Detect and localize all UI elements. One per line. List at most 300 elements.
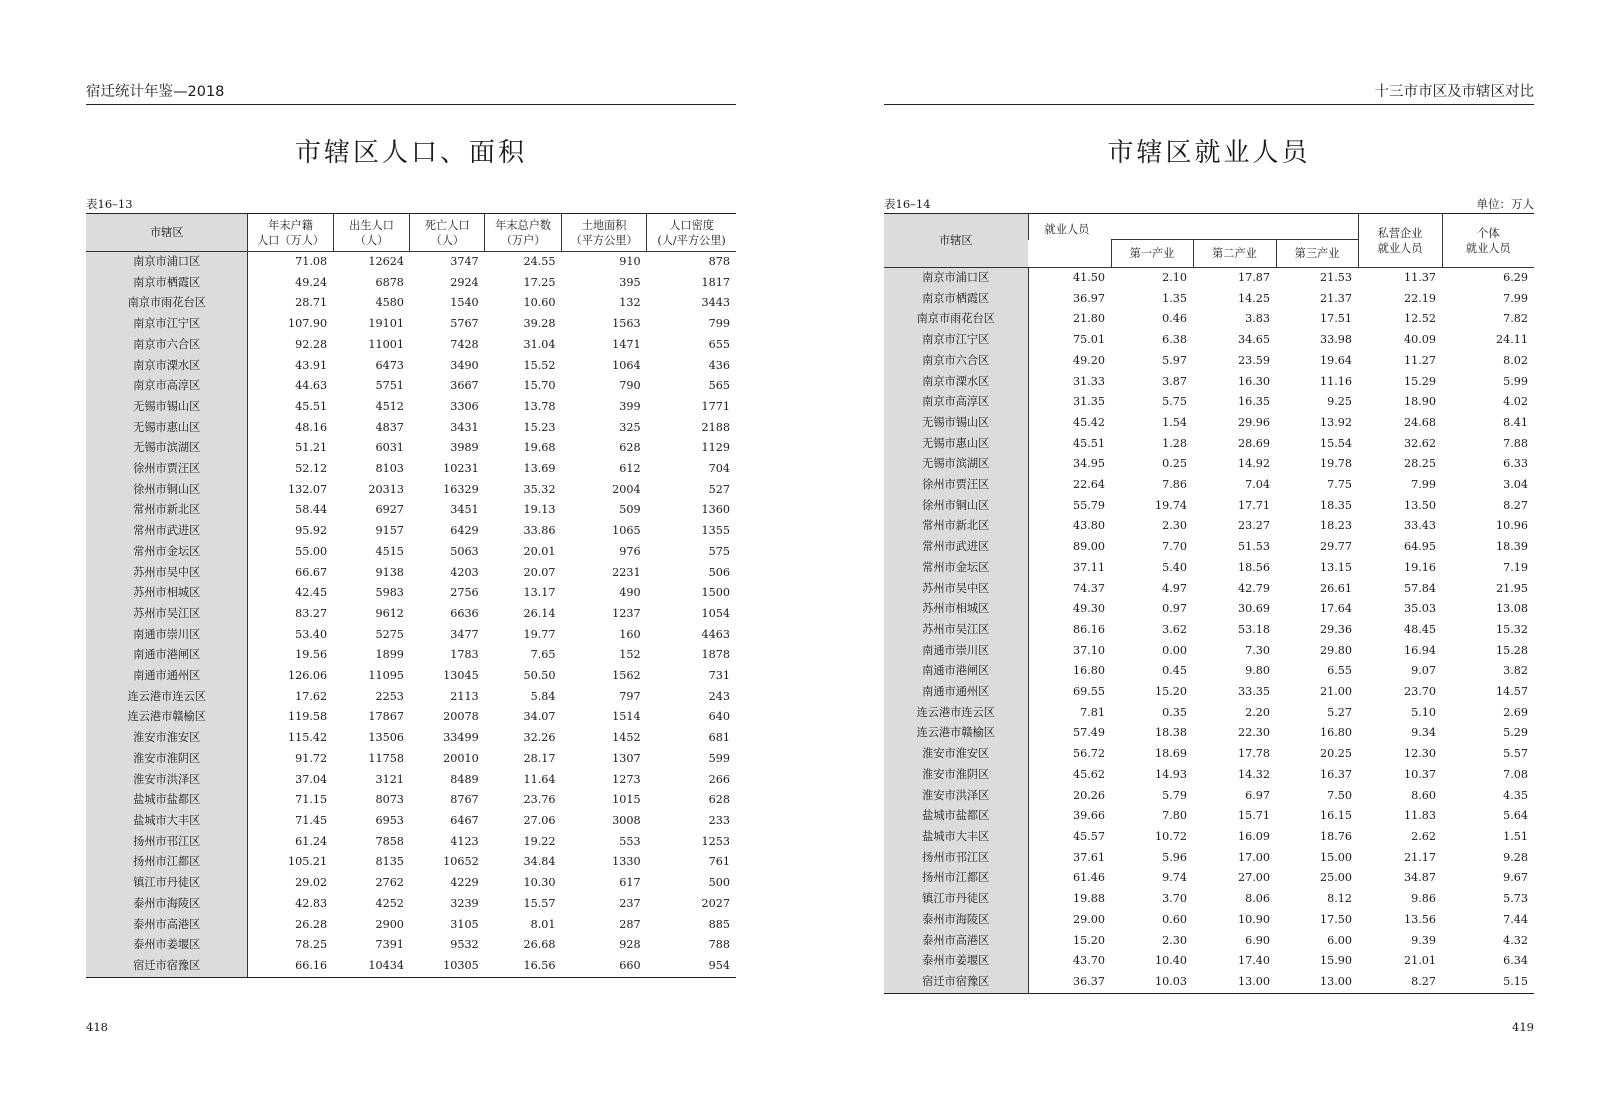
value-cell: 15.23 bbox=[523, 420, 556, 434]
table-row bbox=[884, 434, 1534, 455]
region-cell: 苏州市相城区 bbox=[86, 583, 248, 604]
value-cell: 16.94 bbox=[1403, 643, 1437, 657]
region-cell: 宿迁市宿豫区 bbox=[86, 956, 248, 977]
value-cell: 19.22 bbox=[523, 834, 556, 848]
region-cell: 泰州市高港区 bbox=[884, 931, 1028, 952]
value-cell: 16.30 bbox=[1237, 374, 1270, 388]
value-cell: 1452 bbox=[612, 731, 641, 745]
value-cell: 52.12 bbox=[295, 462, 328, 476]
value-cell: 37.61 bbox=[1072, 850, 1105, 864]
value-cell: 19.64 bbox=[1319, 353, 1353, 367]
value-cell: 57.84 bbox=[1403, 581, 1437, 595]
value-cell: 5.99 bbox=[1503, 374, 1529, 388]
value-cell: 7428 bbox=[450, 337, 479, 351]
value-cell: 18.76 bbox=[1319, 829, 1353, 843]
value-cell: 36.97 bbox=[1072, 291, 1105, 305]
value-cell: 1064 bbox=[612, 358, 641, 372]
value-cell: 233 bbox=[708, 813, 730, 827]
value-cell: 5.97 bbox=[1162, 353, 1187, 367]
value-cell: 790 bbox=[619, 379, 641, 393]
value-cell: 8103 bbox=[375, 462, 404, 476]
region-cell: 泰州市姜堰区 bbox=[86, 935, 248, 956]
table-row bbox=[884, 392, 1534, 413]
value-cell: 20.01 bbox=[523, 544, 556, 558]
value-cell: 799 bbox=[708, 317, 730, 331]
value-cell: 41.50 bbox=[1072, 271, 1105, 284]
value-cell: 9612 bbox=[375, 606, 404, 620]
value-cell: 599 bbox=[708, 751, 730, 765]
region-cell: 南京市溧水区 bbox=[884, 372, 1028, 393]
table-row bbox=[86, 293, 736, 314]
table-row bbox=[884, 972, 1534, 993]
value-cell: 35.32 bbox=[523, 482, 556, 496]
region-cell: 无锡市锡山区 bbox=[86, 397, 248, 418]
value-cell: 34.65 bbox=[1237, 333, 1270, 347]
value-cell: 11.16 bbox=[1319, 374, 1353, 388]
value-cell: 681 bbox=[708, 731, 730, 745]
value-cell: 26.68 bbox=[523, 938, 556, 952]
value-cell: 628 bbox=[708, 793, 730, 807]
value-cell: 71.15 bbox=[295, 793, 328, 807]
value-cell: 17867 bbox=[368, 710, 404, 724]
value-cell: 7.65 bbox=[530, 648, 556, 662]
table-row bbox=[884, 289, 1534, 310]
value-cell: 28.17 bbox=[523, 751, 556, 765]
value-cell: 33.35 bbox=[1237, 685, 1270, 699]
value-cell: 21.37 bbox=[1319, 291, 1353, 305]
value-cell: 17.62 bbox=[295, 689, 328, 703]
value-cell: 1355 bbox=[701, 524, 730, 538]
value-cell: 6.33 bbox=[1503, 457, 1529, 471]
region-cell: 连云港市连云区 bbox=[86, 687, 248, 708]
value-cell: 7.99 bbox=[1411, 478, 1437, 492]
value-cell: 5275 bbox=[375, 627, 404, 641]
value-cell: 31.35 bbox=[1072, 395, 1105, 409]
region-cell: 淮安市洪泽区 bbox=[86, 770, 248, 791]
value-cell: 45.51 bbox=[295, 399, 328, 413]
table-row bbox=[86, 480, 736, 501]
value-cell: 0.97 bbox=[1162, 602, 1187, 616]
value-cell: 506 bbox=[708, 565, 730, 579]
value-cell: 2756 bbox=[450, 586, 479, 600]
value-cell: 3008 bbox=[612, 813, 641, 827]
value-cell: 7.04 bbox=[1245, 478, 1270, 492]
table-row bbox=[86, 521, 736, 542]
table-number: 表16–14 bbox=[884, 197, 931, 211]
value-cell: 105.21 bbox=[287, 855, 328, 869]
table-row bbox=[86, 852, 736, 873]
value-cell: 4.97 bbox=[1162, 581, 1187, 595]
value-cell: 83.27 bbox=[295, 606, 328, 620]
table-row bbox=[86, 625, 736, 646]
value-cell: 75.01 bbox=[1072, 333, 1105, 347]
table-row bbox=[884, 558, 1534, 579]
value-cell: 6927 bbox=[375, 503, 404, 517]
table-row bbox=[884, 516, 1534, 537]
value-cell: 25.00 bbox=[1319, 871, 1353, 885]
value-cell: 20078 bbox=[443, 710, 479, 724]
table-row bbox=[86, 252, 736, 273]
value-cell: 266 bbox=[708, 772, 730, 786]
value-cell: 7.44 bbox=[1503, 912, 1529, 926]
column-header: 年末总户数 （万户） bbox=[485, 214, 562, 252]
value-cell: 115.42 bbox=[287, 731, 328, 745]
region-cell: 南京市高淳区 bbox=[86, 376, 248, 397]
value-cell: 4.32 bbox=[1503, 933, 1529, 947]
value-cell: 21.80 bbox=[1072, 312, 1105, 326]
value-cell: 15.20 bbox=[1154, 685, 1187, 699]
header-secondary: 第二产业 bbox=[1193, 240, 1276, 268]
value-cell: 69.55 bbox=[1072, 685, 1105, 699]
table-row bbox=[884, 330, 1534, 351]
region-cell: 南京市雨花台区 bbox=[86, 293, 248, 314]
value-cell: 27.06 bbox=[523, 813, 556, 827]
table-row bbox=[884, 641, 1534, 662]
value-cell: 4.35 bbox=[1503, 788, 1529, 802]
value-cell: 43.80 bbox=[1072, 519, 1105, 533]
value-cell: 395 bbox=[619, 275, 641, 289]
value-cell: 910 bbox=[619, 255, 641, 268]
value-cell: 5.15 bbox=[1442, 972, 1534, 993]
table-row bbox=[86, 873, 736, 894]
value-cell: 9.74 bbox=[1162, 871, 1187, 885]
region-cell: 苏州市吴江区 bbox=[884, 620, 1028, 641]
value-cell: 43.91 bbox=[295, 358, 328, 372]
value-cell: 617 bbox=[619, 876, 641, 890]
value-cell: 3431 bbox=[450, 420, 479, 434]
value-cell: 3443 bbox=[701, 296, 730, 310]
value-cell: 1817 bbox=[701, 275, 730, 289]
value-cell: 287 bbox=[619, 917, 641, 931]
value-cell: 22.30 bbox=[1237, 726, 1270, 740]
value-cell: 8.06 bbox=[1245, 892, 1270, 906]
value-cell: 10305 bbox=[410, 956, 485, 977]
value-cell: 1065 bbox=[612, 524, 641, 538]
value-cell: 11001 bbox=[368, 337, 404, 351]
value-cell: 3490 bbox=[450, 358, 479, 372]
region-cell: 常州市金坛区 bbox=[86, 542, 248, 563]
value-cell: 20010 bbox=[443, 751, 479, 765]
value-cell: 16.35 bbox=[1237, 395, 1270, 409]
value-cell: 19.88 bbox=[1072, 892, 1105, 906]
value-cell: 5.29 bbox=[1503, 726, 1529, 740]
value-cell: 14.57 bbox=[1495, 685, 1529, 699]
region-cell: 无锡市滨湖区 bbox=[86, 438, 248, 459]
value-cell: 1.54 bbox=[1162, 415, 1187, 429]
page-title: 市辖区人口、面积 bbox=[294, 138, 527, 168]
region-cell: 南通市通州区 bbox=[884, 682, 1028, 703]
value-cell: 23.70 bbox=[1403, 685, 1437, 699]
value-cell: 1.35 bbox=[1162, 291, 1187, 305]
value-cell: 19.78 bbox=[1319, 457, 1353, 471]
value-cell: 26.14 bbox=[523, 606, 556, 620]
value-cell: 9138 bbox=[375, 565, 404, 579]
value-cell: 49.30 bbox=[1072, 602, 1105, 616]
value-cell: 23.59 bbox=[1237, 353, 1270, 367]
value-cell: 7.82 bbox=[1503, 312, 1529, 326]
value-cell: 53.40 bbox=[295, 627, 328, 641]
region-cell: 连云港市连云区 bbox=[884, 703, 1028, 724]
value-cell: 132 bbox=[619, 296, 641, 310]
value-cell: 64.95 bbox=[1403, 540, 1437, 554]
value-cell: 21.17 bbox=[1403, 850, 1437, 864]
value-cell: 575 bbox=[708, 544, 730, 558]
value-cell: 19.56 bbox=[295, 648, 328, 662]
column-header: 出生人口 （人） bbox=[333, 214, 410, 252]
region-cell: 扬州市江都区 bbox=[884, 868, 1028, 889]
value-cell: 5.75 bbox=[1162, 395, 1187, 409]
value-cell: 10.90 bbox=[1237, 912, 1270, 926]
value-cell: 8.02 bbox=[1503, 353, 1529, 367]
region-cell: 苏州市吴中区 bbox=[86, 563, 248, 584]
table-row bbox=[884, 806, 1534, 827]
value-cell: 13.00 bbox=[1276, 972, 1358, 993]
value-cell: 37.11 bbox=[1072, 560, 1105, 574]
value-cell: 655 bbox=[708, 337, 730, 351]
table-row bbox=[884, 910, 1534, 931]
value-cell: 7.81 bbox=[1080, 705, 1105, 719]
region-cell: 南京市江宁区 bbox=[86, 314, 248, 335]
region-cell: 无锡市惠山区 bbox=[884, 434, 1028, 455]
value-cell: 11.37 bbox=[1403, 271, 1437, 284]
value-cell: 640 bbox=[708, 710, 730, 724]
value-cell: 20.25 bbox=[1319, 747, 1353, 761]
table-row bbox=[884, 765, 1534, 786]
value-cell: 1330 bbox=[612, 855, 641, 869]
value-cell: 19.68 bbox=[523, 441, 556, 455]
header-region: 市辖区 bbox=[86, 214, 248, 252]
region-cell: 南京市溧水区 bbox=[86, 356, 248, 377]
region-cell: 苏州市吴中区 bbox=[884, 579, 1028, 600]
value-cell: 797 bbox=[619, 689, 641, 703]
table-row bbox=[86, 666, 736, 687]
region-cell: 南通市港闸区 bbox=[86, 645, 248, 666]
region-cell: 宿迁市宿豫区 bbox=[884, 972, 1028, 993]
table-row bbox=[86, 314, 736, 335]
value-cell: 3.62 bbox=[1162, 622, 1187, 636]
value-cell: 490 bbox=[619, 586, 641, 600]
value-cell: 7.70 bbox=[1162, 540, 1187, 554]
region-cell: 盐城市盐都区 bbox=[86, 790, 248, 811]
value-cell: 18.39 bbox=[1495, 540, 1529, 554]
value-cell: 3477 bbox=[450, 627, 479, 641]
value-cell: 6.90 bbox=[1245, 933, 1270, 947]
region-cell: 南通市崇川区 bbox=[884, 641, 1028, 662]
value-cell: 9.34 bbox=[1411, 726, 1437, 740]
value-cell: 6.97 bbox=[1245, 788, 1270, 802]
value-cell: 928 bbox=[619, 938, 641, 952]
value-cell: 885 bbox=[708, 917, 730, 931]
value-cell: 6878 bbox=[375, 275, 404, 289]
region-cell: 南京市六合区 bbox=[86, 335, 248, 356]
value-cell: 40.09 bbox=[1403, 333, 1437, 347]
page-number: 419 bbox=[1512, 1020, 1534, 1034]
value-cell: 89.00 bbox=[1072, 540, 1105, 554]
value-cell: 7.30 bbox=[1245, 643, 1270, 657]
value-cell: 17.64 bbox=[1319, 602, 1353, 616]
value-cell: 5.40 bbox=[1162, 560, 1187, 574]
region-cell: 扬州市邗江区 bbox=[884, 848, 1028, 869]
value-cell: 91.72 bbox=[295, 751, 328, 765]
value-cell: 20.07 bbox=[523, 565, 556, 579]
region-cell: 连云港市赣榆区 bbox=[884, 723, 1028, 744]
value-cell: 0.46 bbox=[1162, 312, 1187, 326]
region-cell: 泰州市高港区 bbox=[86, 915, 248, 936]
value-cell: 1273 bbox=[612, 772, 641, 786]
value-cell: 2188 bbox=[701, 420, 730, 434]
value-cell: 10.60 bbox=[523, 296, 556, 310]
header-private: 私营企业 就业人员 bbox=[1358, 214, 1442, 268]
value-cell: 13.50 bbox=[1403, 498, 1437, 512]
value-cell: 17.40 bbox=[1237, 954, 1270, 968]
value-cell: 29.96 bbox=[1237, 415, 1270, 429]
table-row bbox=[884, 268, 1534, 289]
table-body bbox=[86, 252, 736, 978]
region-cell: 无锡市锡山区 bbox=[884, 413, 1028, 434]
value-cell: 788 bbox=[708, 938, 730, 952]
value-cell: 3.82 bbox=[1503, 664, 1529, 678]
value-cell: 8767 bbox=[450, 793, 479, 807]
value-cell: 13045 bbox=[443, 669, 479, 683]
value-cell: 7.88 bbox=[1503, 436, 1529, 450]
running-head-right bbox=[884, 84, 1534, 105]
value-cell: 5.57 bbox=[1503, 747, 1529, 761]
value-cell: 500 bbox=[708, 876, 730, 890]
region-cell: 盐城市盐都区 bbox=[884, 806, 1028, 827]
value-cell: 1.51 bbox=[1503, 829, 1529, 843]
value-cell: 0.00 bbox=[1162, 643, 1187, 657]
header-employed: 就业人员 bbox=[1028, 214, 1358, 240]
value-cell: 45.57 bbox=[1072, 829, 1105, 843]
value-cell: 5767 bbox=[450, 317, 479, 331]
value-cell: 976 bbox=[619, 544, 641, 558]
value-cell: 33.98 bbox=[1319, 333, 1353, 347]
table-row bbox=[86, 356, 736, 377]
value-cell: 8.41 bbox=[1503, 415, 1529, 429]
value-cell: 436 bbox=[708, 358, 730, 372]
table-row bbox=[86, 500, 736, 521]
region-cell: 泰州市海陵区 bbox=[86, 894, 248, 915]
table-header-row bbox=[86, 214, 736, 252]
value-cell: 19.16 bbox=[1403, 560, 1437, 574]
value-cell: 10.40 bbox=[1154, 954, 1187, 968]
value-cell: 1307 bbox=[612, 751, 641, 765]
value-cell: 27.00 bbox=[1237, 871, 1270, 885]
value-cell: 2.30 bbox=[1162, 519, 1187, 533]
value-cell: 4229 bbox=[450, 876, 479, 890]
header-tertiary: 第三产业 bbox=[1276, 240, 1358, 268]
value-cell: 29.02 bbox=[295, 876, 328, 890]
value-cell: 36.37 bbox=[1028, 972, 1111, 993]
table-row bbox=[884, 703, 1534, 724]
value-cell: 55.00 bbox=[295, 544, 328, 558]
value-cell: 34.87 bbox=[1403, 871, 1437, 885]
value-cell: 15.00 bbox=[1319, 850, 1353, 864]
header-individual: 个体 就业人员 bbox=[1442, 214, 1534, 268]
region-cell: 淮安市淮阴区 bbox=[86, 749, 248, 770]
value-cell: 10.30 bbox=[523, 876, 556, 890]
value-cell: 8489 bbox=[450, 772, 479, 786]
value-cell: 57.49 bbox=[1072, 726, 1105, 740]
value-cell: 107.90 bbox=[287, 317, 328, 331]
value-cell: 44.63 bbox=[295, 379, 328, 393]
region-cell: 南京市浦口区 bbox=[86, 252, 248, 273]
value-cell: 10.37 bbox=[1403, 767, 1437, 781]
value-cell: 8.12 bbox=[1327, 892, 1353, 906]
value-cell: 3306 bbox=[450, 399, 479, 413]
value-cell: 13.08 bbox=[1495, 602, 1529, 616]
table-row bbox=[884, 744, 1534, 765]
value-cell: 612 bbox=[619, 462, 641, 476]
value-cell: 17.71 bbox=[1237, 498, 1270, 512]
table-row bbox=[884, 931, 1534, 952]
region-cell: 常州市新北区 bbox=[86, 500, 248, 521]
value-cell: 3989 bbox=[450, 441, 479, 455]
table-row bbox=[86, 728, 736, 749]
table-row bbox=[86, 542, 736, 563]
value-cell: 119.58 bbox=[287, 710, 328, 724]
value-cell: 6.00 bbox=[1327, 933, 1353, 947]
value-cell: 15.29 bbox=[1403, 374, 1437, 388]
value-cell: 1360 bbox=[701, 503, 730, 517]
value-cell: 16.56 bbox=[485, 956, 562, 977]
table-row bbox=[86, 894, 736, 915]
value-cell: 8.27 bbox=[1358, 972, 1442, 993]
unit-label: 单位：万人 bbox=[1476, 197, 1534, 211]
value-cell: 51.53 bbox=[1237, 540, 1270, 554]
value-cell: 4203 bbox=[450, 565, 479, 579]
value-cell: 61.24 bbox=[295, 834, 328, 848]
value-cell: 12.52 bbox=[1403, 312, 1437, 326]
value-cell: 731 bbox=[708, 669, 730, 683]
value-cell: 2900 bbox=[375, 917, 404, 931]
region-cell: 南通市港闸区 bbox=[884, 661, 1028, 682]
value-cell: 3.83 bbox=[1245, 312, 1270, 326]
value-cell: 28.69 bbox=[1237, 436, 1270, 450]
region-cell: 常州市新北区 bbox=[884, 516, 1028, 537]
value-cell: 4837 bbox=[375, 420, 404, 434]
value-cell: 1237 bbox=[612, 606, 641, 620]
value-cell: 4252 bbox=[375, 896, 404, 910]
value-cell: 3.87 bbox=[1162, 374, 1187, 388]
table-row bbox=[86, 770, 736, 791]
table-row bbox=[86, 749, 736, 770]
table-row bbox=[86, 687, 736, 708]
value-cell: 48.16 bbox=[295, 420, 328, 434]
table-row bbox=[86, 915, 736, 936]
header-primary: 第一产业 bbox=[1111, 240, 1193, 268]
region-cell: 淮安市淮安区 bbox=[86, 728, 248, 749]
value-cell: 7.50 bbox=[1327, 788, 1353, 802]
value-cell: 1878 bbox=[701, 648, 730, 662]
value-cell: 9.28 bbox=[1503, 850, 1529, 864]
value-cell: 10652 bbox=[443, 855, 479, 869]
region-cell: 南京市雨花台区 bbox=[884, 309, 1028, 330]
value-cell: 4512 bbox=[375, 399, 404, 413]
value-cell: 8135 bbox=[375, 855, 404, 869]
value-cell: 553 bbox=[619, 834, 641, 848]
value-cell: 21.53 bbox=[1319, 271, 1353, 284]
value-cell: 17.78 bbox=[1237, 747, 1270, 761]
value-cell: 14.25 bbox=[1237, 291, 1270, 305]
value-cell: 16329 bbox=[443, 482, 479, 496]
value-cell: 24.55 bbox=[523, 255, 556, 268]
value-cell: 26.28 bbox=[295, 917, 328, 931]
value-cell: 31.04 bbox=[523, 337, 556, 351]
region-cell: 扬州市江都区 bbox=[86, 852, 248, 873]
value-cell: 12.30 bbox=[1403, 747, 1437, 761]
value-cell: 152 bbox=[619, 648, 641, 662]
